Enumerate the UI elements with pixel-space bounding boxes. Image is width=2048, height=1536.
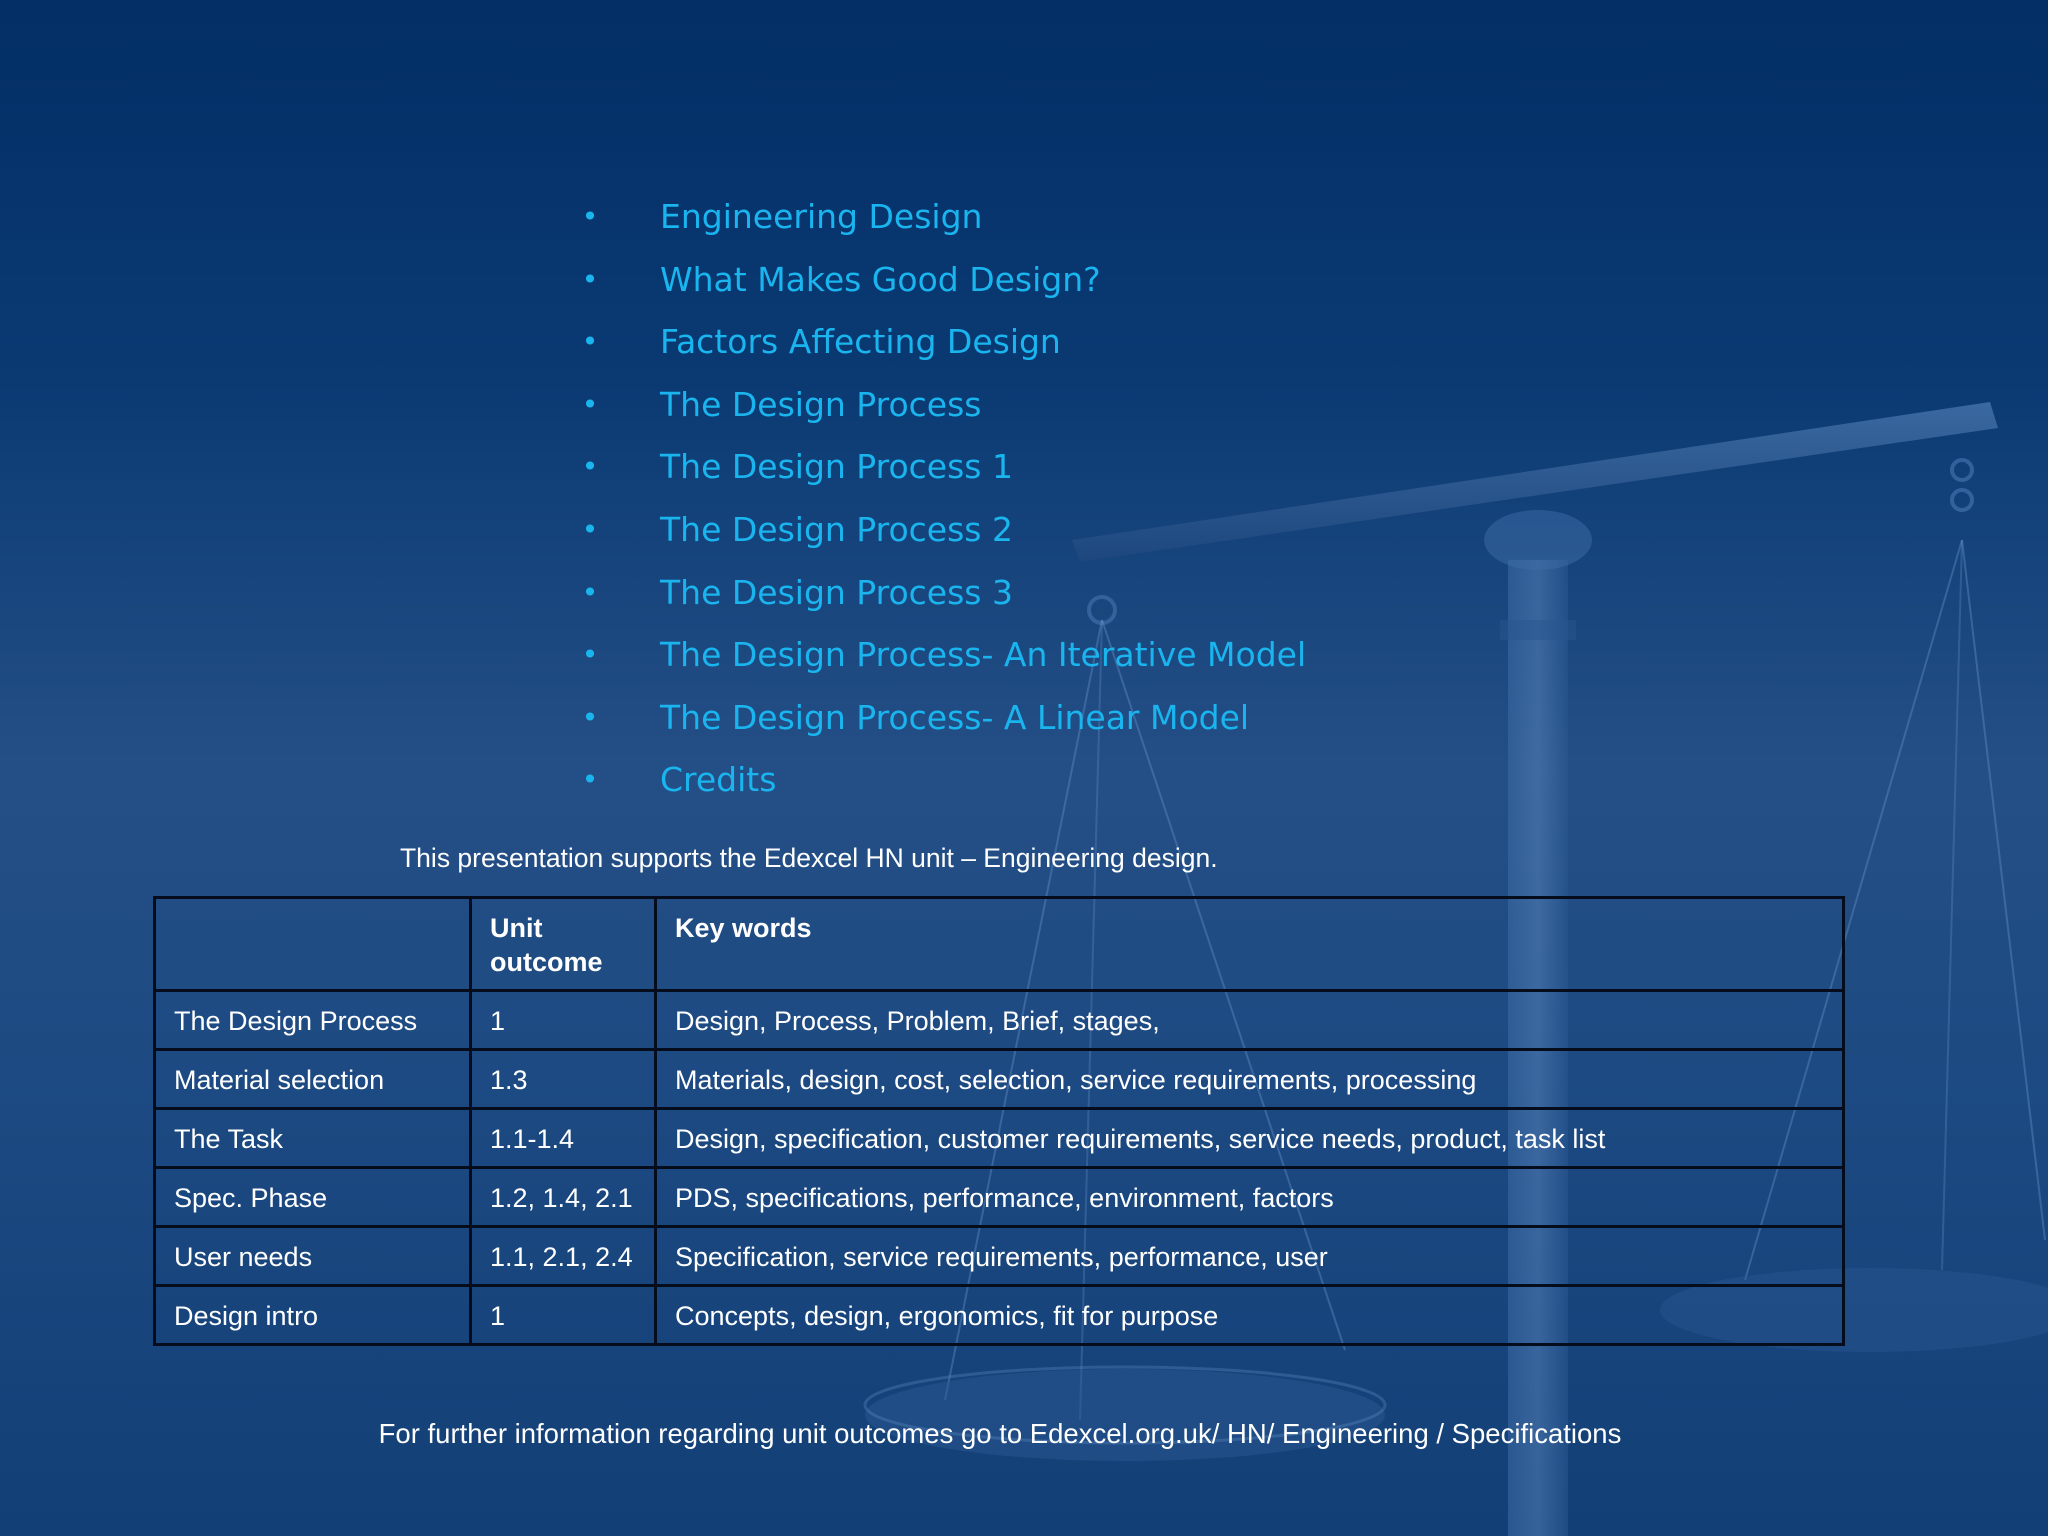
toc-link-label[interactable]: The Design Process 2 [660,509,1013,549]
outcome-cell: 1.3 [471,1050,656,1109]
outcome-cell: 1.1, 2.1, 2.4 [471,1227,656,1286]
toc-item-design-process-1[interactable] [580,436,1306,499]
unit-outcomes-table [153,896,1845,1346]
table-row [155,1109,1844,1168]
keywords-cell: Concepts, design, ergonomics, fit for purpose [656,1286,1844,1345]
toc-link-label[interactable]: Engineering Design [660,197,983,236]
toc-item-linear-model[interactable] [580,687,1306,750]
outcome-cell: 1.1-1.4 [471,1109,656,1168]
keywords-cell: PDS, specifications, performance, environment, factors [656,1168,1844,1227]
topic-cell: The Task [155,1109,471,1168]
outcome-cell: 1 [471,991,656,1050]
bullet-icon: • [581,450,599,484]
table-row [155,991,1844,1050]
topic-cell: User needs [155,1227,471,1286]
toc-link-label[interactable]: Factors Affecting Design [660,322,1061,362]
header-unit-outcome: Unit outcome [471,898,656,991]
keywords-cell: Materials, design, cost, selection, service requirements, processing [656,1050,1844,1109]
header-key-words: Key words [656,898,1844,991]
toc-item-what-makes-good-design[interactable] [580,249,1306,312]
outcome-cell: 1.2, 1.4, 2.1 [471,1168,656,1227]
toc-link-label[interactable]: The Design Process 3 [660,572,1013,612]
bullet-icon: • [581,638,599,672]
toc-item-credits[interactable] [580,749,1306,812]
toc-item-factors-affecting-design[interactable] [580,311,1306,374]
keywords-cell: Design, specification, customer requirements, service needs, product, task list [656,1109,1844,1168]
toc-link-label[interactable]: The Design Process- An Iterative Model [660,635,1307,675]
topic-cell: Material selection [155,1050,471,1109]
toc-link-label[interactable]: The Design Process- A Linear Model [660,697,1250,737]
table-row [155,1227,1844,1286]
topic-cell: The Design Process [155,991,471,1050]
keywords-cell: Specification, service requirements, performance, user [656,1227,1844,1286]
bullet-icon: • [581,763,599,797]
bullet-icon: • [581,325,599,359]
intro-text: This presentation supports the Edexcel HN unit – Engineering design. [400,843,1218,873]
table-row [155,1168,1844,1227]
topic-cell: Spec. Phase [155,1168,471,1227]
outcome-cell: 1 [471,1286,656,1345]
toc-link-label[interactable]: What Makes Good Design? [660,259,1101,299]
toc-item-design-process[interactable] [580,374,1306,437]
bullet-icon: • [581,700,599,734]
toc-link-label[interactable]: The Design Process 1 [660,447,1013,487]
table-of-contents [580,186,1306,812]
table-row [155,1050,1844,1109]
table-row [155,1286,1844,1345]
keywords-cell: Design, Process, Problem, Brief, stages, [656,991,1844,1050]
toc-item-engineering-design[interactable] [580,186,1306,249]
bullet-icon: • [581,387,599,421]
bullet-icon: • [581,575,599,609]
toc-link-label[interactable]: Credits [660,760,777,800]
table-header-row [155,898,1844,991]
bullet-icon: • [581,262,599,296]
toc-item-iterative-model[interactable] [580,624,1306,687]
footer-note: For further information regarding unit outcomes go to Edexcel.org.uk/ HN/ Engineering / Specifications [378,1418,1622,1449]
toc-item-design-process-3[interactable] [580,562,1306,625]
bullet-icon: • [581,512,599,546]
bullet-icon: • [581,200,599,233]
topic-cell: Design intro [155,1286,471,1345]
toc-item-design-process-2[interactable] [580,499,1306,562]
toc-link-label[interactable]: The Design Process [660,384,982,424]
header-topic [155,898,471,991]
